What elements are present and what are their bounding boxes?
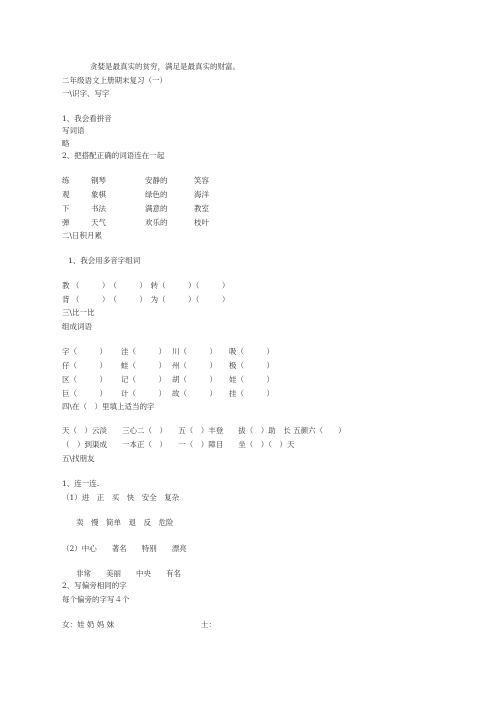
match-cell: 绿色的 (145, 190, 168, 199)
question-1-2: 2、把搭配正确的词语连在一起 (62, 151, 165, 160)
match-cell: 教室 (194, 204, 209, 213)
match-cell: 枝叶 (194, 218, 209, 227)
compare-cell: 字（ ） (62, 347, 107, 356)
section-2-heading: 二\日积月累 (62, 231, 103, 240)
section-3-sub: 组成词语 (62, 322, 92, 331)
connect-part-2-top: （2）中心 著名 特别 漂亮 (62, 544, 187, 553)
compare-cell: 胡（ ） (172, 375, 217, 384)
match-cell: 练 (62, 176, 70, 185)
connect-part-1-top: （1）进 正 买 快 安全 复杂 (62, 493, 180, 502)
motto: 贪婪是最真实的贫穷，满足是最真实的财富。 (90, 62, 240, 71)
question-1-1-sub: 写词语 (62, 126, 85, 135)
compare-cell: 洼（ ） (121, 347, 166, 356)
match-cell: 书法 (91, 204, 106, 213)
question-5-2: 2、写偏旁相同的字 (62, 581, 127, 590)
compare-cell: 计（ ） (121, 389, 166, 398)
section-3-heading: 三\比一比 (62, 308, 95, 317)
compare-cell: 巨（ ） (62, 389, 107, 398)
compare-cell: 娃（ ） (229, 375, 274, 384)
compare-cell: 极（ ） (229, 361, 274, 370)
match-cell: 安静的 (145, 176, 168, 185)
compare-cell: 川（ ） (172, 347, 217, 356)
compare-cell: 吸（ ） (229, 347, 274, 356)
section-5-heading: 五\找朋友 (62, 454, 95, 463)
polyphone-row: 教 （ ） （ ） 转（ ）（ ） (62, 281, 230, 290)
compare-cell: 挂（ ） (229, 389, 274, 398)
compare-cell: 故（ ） (172, 389, 217, 398)
section-1-heading: 一\识字、写字 (62, 89, 110, 98)
match-cell: 下 (62, 204, 70, 213)
compare-cell: 州（ ） (172, 361, 217, 370)
compare-cell: 蛙（ ） (121, 361, 166, 370)
compare-cell: 区（ ） (62, 375, 107, 384)
question-5-2-sub: 每个偏旁的字写４个 (62, 595, 130, 604)
question-1-1: 1、我会看拼音 (62, 114, 112, 123)
question-2-1: 1、我会用多音字组词 (68, 256, 141, 265)
match-cell: 笑容 (194, 176, 209, 185)
compare-cell: 记（ ） (121, 375, 166, 384)
connect-part-1-bottom: 卖 慢 简单 退 反 危险 (76, 518, 174, 527)
polyphone-row: 背 （ ） （ ） 为（ ）（ ） (62, 295, 230, 304)
question-5-1: 1、连一连. (62, 479, 100, 488)
idiom-line: （ ）到渠成 一本正（ ） 一（ ）障目 坐（ ）（ ）天 (62, 440, 295, 449)
compare-cell: 仔（ ） (62, 361, 107, 370)
idiom-line: 天（ ）云淡 三心二（ ） 五（ ）丰登 拔（ ）助 长 五颜六（ ） (62, 426, 346, 435)
section-4-heading: 四\在（ ）里填上适当的字 (62, 402, 155, 411)
match-cell: 观 (62, 190, 70, 199)
match-cell: 天气 (91, 218, 106, 227)
radical-female-line: 女：娃 奶 妈 妹 (62, 620, 115, 629)
match-cell: 满意的 (145, 204, 168, 213)
question-1-1-note: 略 (62, 139, 70, 148)
match-cell: 欢乐的 (145, 218, 168, 227)
match-cell: 海洋 (194, 190, 209, 199)
radical-earth-line: 土： (201, 620, 216, 629)
match-cell: 钢琴 (91, 176, 106, 185)
connect-part-2-bottom: 非常 美丽 中央 有名 (76, 569, 181, 578)
doc-title: 二年级语文上册期末复习（一） (62, 76, 167, 85)
match-cell: 弹 (62, 218, 70, 227)
match-cell: 象棋 (91, 190, 106, 199)
